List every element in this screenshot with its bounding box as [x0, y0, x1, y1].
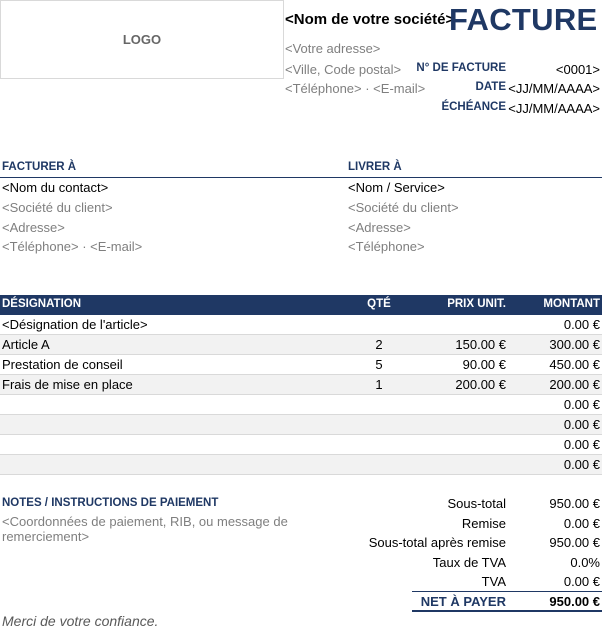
company-address: <Votre adresse>: [285, 41, 381, 56]
bill-to-address: <Adresse>: [2, 220, 65, 235]
table-row: [0, 395, 602, 415]
row-designation: Article A: [2, 337, 50, 352]
table-row: [0, 455, 602, 475]
notes-body: <Coordonnées de paiement, RIB, ou message de remerciement>: [2, 514, 288, 544]
row-quantity: 1: [375, 377, 383, 392]
invoice-date-value: <JJ/MM/AAAA>: [508, 81, 600, 96]
col-unit-price: PRIX UNIT.: [447, 298, 506, 310]
row-amount: 0.00 €: [563, 437, 600, 452]
row-quantity: 5: [375, 357, 383, 372]
company-city: <Ville, Code postal>: [285, 62, 402, 77]
bill-to-phone-email: <Téléphone> · <E-mail>: [2, 239, 143, 254]
discount-label: Remise: [461, 516, 506, 531]
subtotal-after-discount-value: 950.00 €: [549, 535, 600, 550]
row-designation: <Désignation de l'article>: [2, 317, 148, 332]
invoice-title: FACTURE: [449, 2, 598, 37]
row-unit-price: 150.00 €: [455, 337, 506, 352]
row-amount: 0.00 €: [563, 397, 600, 412]
ship-to-name: <Nom / Service>: [348, 180, 445, 195]
ship-to-phone: <Téléphone>: [348, 239, 425, 254]
discount-value: 0.00 €: [563, 516, 600, 531]
items-table-header: [0, 295, 602, 315]
due-date-label: ÉCHÉANCE: [441, 101, 506, 113]
company-contact: <Téléphone> · <E-mail>: [285, 81, 426, 96]
invoice-number-label: N° DE FACTURE: [416, 62, 506, 74]
row-unit-price: 90.00 €: [462, 357, 506, 372]
subtotal-label: Sous-total: [447, 496, 506, 511]
row-quantity: 2: [375, 337, 383, 352]
tax-rate-label: Taux de TVA: [432, 555, 506, 570]
table-row: [0, 355, 602, 375]
tax-label: TVA: [481, 574, 506, 589]
table-row: [0, 415, 602, 435]
table-row: [0, 375, 602, 395]
due-date-value: <JJ/MM/AAAA>: [508, 101, 600, 116]
row-designation: Frais de mise en place: [2, 377, 133, 392]
bill-to-company: <Société du client>: [2, 200, 113, 215]
subtotal-value: 950.00 €: [549, 496, 600, 511]
row-unit-price: 200.00 €: [455, 377, 506, 392]
logo-placeholder: [0, 0, 284, 79]
thank-you-message: Merci de votre confiance.: [2, 613, 159, 629]
ship-to-heading: LIVRER À: [348, 161, 402, 173]
col-amount: MONTANT: [543, 298, 600, 310]
invoice-date-label: DATE: [475, 81, 506, 93]
ship-to-company: <Société du client>: [348, 200, 459, 215]
subtotal-after-discount-label: Sous-total après remise: [368, 535, 506, 550]
bill-to-heading: FACTURER À: [2, 161, 77, 173]
ship-to-address: <Adresse>: [348, 220, 411, 235]
row-amount: 0.00 €: [563, 417, 600, 432]
logo-label: LOGO: [122, 32, 162, 47]
row-amount: 0.00 €: [563, 317, 600, 332]
col-quantity: QTÉ: [367, 298, 391, 310]
row-amount: 0.00 €: [563, 457, 600, 472]
net-total-label: NET À PAYER: [420, 594, 506, 609]
table-row: [0, 335, 602, 355]
col-designation: DÉSIGNATION: [2, 298, 82, 310]
company-name: <Nom de votre société>: [285, 11, 455, 28]
notes-heading: NOTES / INSTRUCTIONS DE PAIEMENT: [2, 497, 219, 509]
table-row: [0, 315, 602, 335]
row-amount: 200.00 €: [549, 377, 600, 392]
section-divider: [0, 177, 602, 178]
row-amount: 450.00 €: [549, 357, 600, 372]
tax-value: 0.00 €: [563, 574, 600, 589]
invoice-number-value: <0001>: [555, 62, 600, 77]
tax-rate-value: 0.0%: [570, 555, 600, 570]
row-designation: Prestation de conseil: [2, 357, 123, 372]
bill-to-contact: <Nom du contact>: [2, 180, 109, 195]
net-total-value: 950.00 €: [549, 594, 600, 609]
row-amount: 300.00 €: [549, 337, 600, 352]
table-row: [0, 435, 602, 455]
